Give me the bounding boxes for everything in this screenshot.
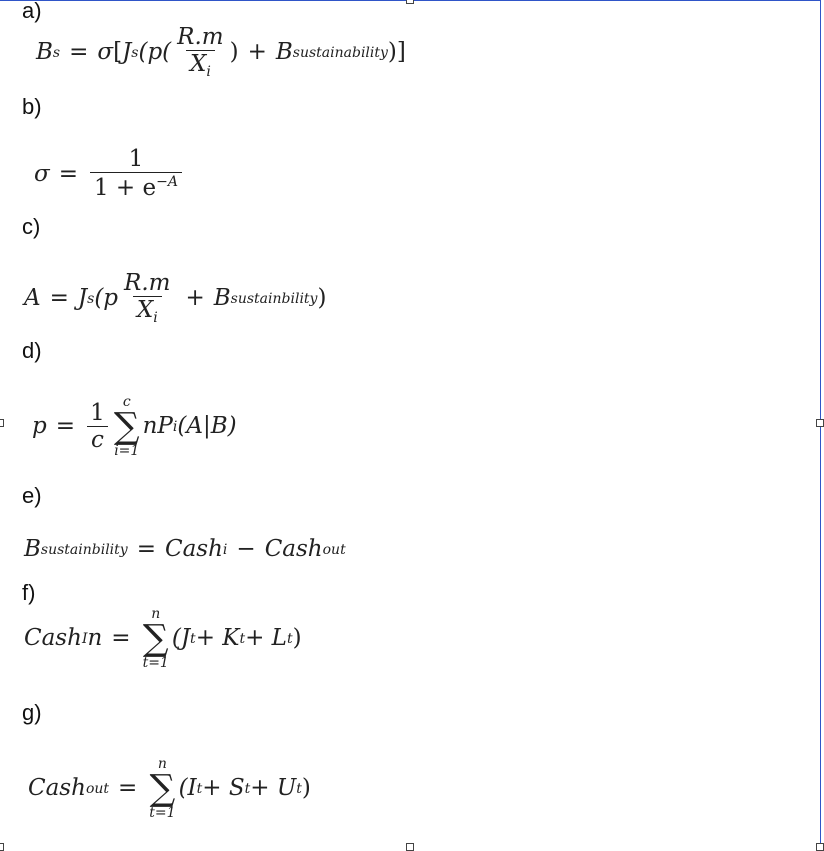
label-a: a) [22,0,42,23]
equation-c: A = J s (p $\frac{R.m}{X_i}$ + B sustainbility ) [24,270,327,326]
label-c: c) [22,214,41,239]
label-d: d) [22,338,42,363]
equation-b: σ = $\frac{1}{1 + e^{-A}}$ [34,148,185,200]
equation-a: B s = σ [ J s (p( $\frac{R.m}{X_i}$ ) + B sustainability )] [36,24,406,80]
label-g: g) [22,700,42,725]
equation-g: Cash out = n ∑ t=1 (I t + S t + U t ) [28,756,311,822]
resize-handle-left[interactable] [0,419,4,427]
equation-f: Cash I n = n ∑ t=1 (J t + K t + L t ) [24,606,302,672]
label-f: f) [22,580,36,605]
resize-handle-top[interactable] [406,0,414,4]
equation-d: p = $\frac{1}{c}$ c ∑ i=1 nP i (A|B) [32,394,237,460]
resize-handle-right[interactable] [816,419,824,427]
label-e: e) [22,483,42,508]
equation-e: B sustainbility = Cash i − Cash out [24,536,346,562]
label-b: b) [22,94,42,119]
